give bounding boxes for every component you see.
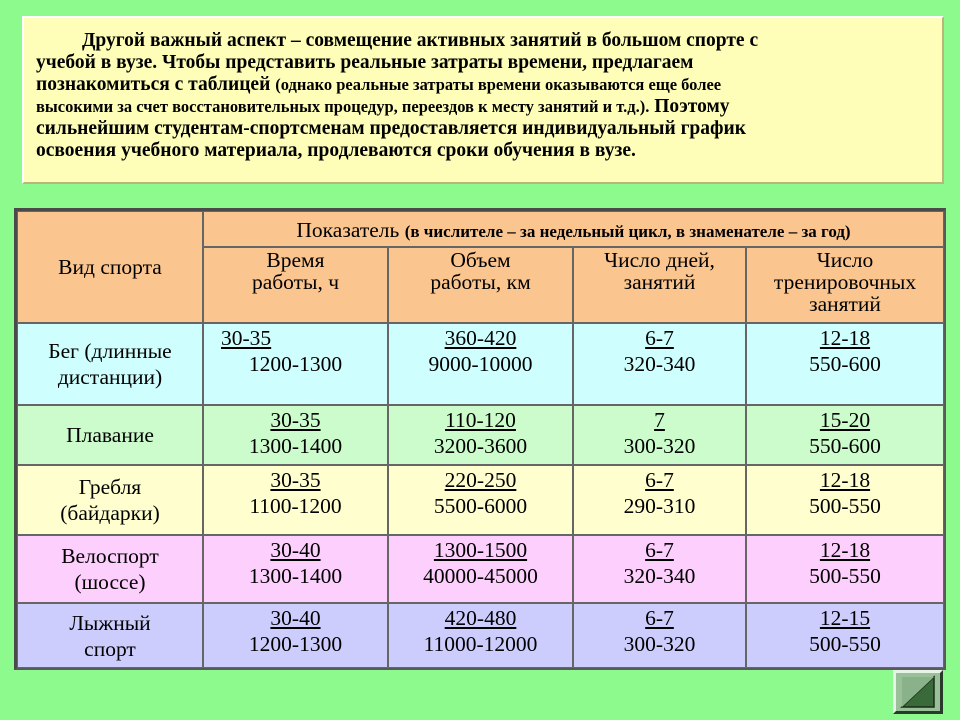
cell-denominator: 11000-12000 xyxy=(423,632,538,656)
cell-numerator: 30-40 xyxy=(270,538,321,562)
row-swimming-days xyxy=(573,405,746,465)
intro-line-6: освоения учебного материала, продлеваются сроки обучения в вузе. xyxy=(36,140,636,161)
cell-numerator: 30-35 xyxy=(270,408,321,432)
row-swimming-sessions xyxy=(746,405,944,465)
cell-numerator: 420-480 xyxy=(444,606,517,630)
sport-name-line1: Бег (длинные xyxy=(48,339,172,363)
intro-text-box xyxy=(22,16,944,184)
cell-numerator: 30-35 xyxy=(221,326,272,350)
cell-numerator: 12-18 xyxy=(819,468,871,492)
cell-denominator: 9000-10000 xyxy=(428,352,533,376)
row-cycling-volume xyxy=(388,535,573,603)
cell-denominator: 1100-1200 xyxy=(249,494,342,518)
header-sport xyxy=(17,211,203,323)
header-indicator-label: Показатель xyxy=(296,218,405,242)
row-rowing-sessions xyxy=(746,465,944,535)
cell-numerator: 15-20 xyxy=(819,408,871,432)
sport-name-line1: Плавание xyxy=(66,423,154,447)
cell-denominator: 3200-3600 xyxy=(433,434,528,458)
row-skiing-sport xyxy=(17,603,203,668)
cell-denominator: 300-320 xyxy=(623,434,696,458)
intro-line-1: Другой важный аспект – совмещение активных занятий в большом спорте с xyxy=(82,30,759,51)
sport-name-line1: Лыжный xyxy=(69,610,151,635)
cell-numerator: 6-7 xyxy=(645,606,674,630)
row-cycling-days xyxy=(573,535,746,603)
cell-numerator: 6-7 xyxy=(645,538,674,562)
cell-denominator: 1300-1400 xyxy=(248,434,343,458)
cell-denominator: 500-550 xyxy=(809,564,881,588)
back-button[interactable] xyxy=(893,670,943,714)
row-rowing-time xyxy=(203,465,388,535)
sport-name-line2: спорт xyxy=(84,636,136,661)
cell-numerator: 360-420 xyxy=(444,326,517,350)
cell-numerator: 110-120 xyxy=(445,408,516,432)
cell-numerator: 220-250 xyxy=(444,468,517,492)
cell-numerator: 6-7 xyxy=(645,326,674,350)
row-skiing-time xyxy=(203,603,388,668)
row-swimming-time xyxy=(203,405,388,465)
header-col-volume-line2: работы, км xyxy=(430,270,531,294)
sport-name-line2: (байдарки) xyxy=(60,501,160,525)
row-rowing-volume xyxy=(388,465,573,535)
intro-paragraph xyxy=(36,30,924,162)
row-cycling-sport xyxy=(17,535,203,603)
cell-denominator: 1300-1400 xyxy=(248,564,343,588)
header-col-sessions xyxy=(746,247,944,323)
cell-numerator: 1300-1500 xyxy=(433,538,528,562)
row-running-sessions xyxy=(746,323,944,405)
cell-numerator: 30-40 xyxy=(270,606,321,630)
back-arrow-icon xyxy=(896,673,940,711)
cell-denominator: 40000-45000 xyxy=(423,564,538,588)
cell-denominator: 5500-6000 xyxy=(433,494,528,518)
row-running-days xyxy=(573,323,746,405)
sport-name-line2: (шоссе) xyxy=(74,570,146,594)
header-col-days-line2: занятий xyxy=(623,270,696,294)
header-col-volume-line1: Объем xyxy=(450,248,511,272)
intro-line-2: учебой в вузе. Чтобы представить реальные затраты времени, предлагаем xyxy=(36,52,694,73)
cell-numerator: 30-35 xyxy=(270,468,321,492)
row-swimming-volume xyxy=(388,405,573,465)
cell-denominator: 550-600 xyxy=(809,434,881,458)
cell-denominator: 500-550 xyxy=(809,494,881,518)
header-col-time-line2: работы, ч xyxy=(251,270,340,294)
intro-line-3b: (однако реальные затраты времени оказываются еще более xyxy=(275,75,722,94)
row-rowing-sport xyxy=(17,465,203,535)
cell-denominator: 320-340 xyxy=(623,352,696,376)
cell-numerator: 7 xyxy=(654,408,665,432)
header-col-sessions-line3: занятий xyxy=(809,292,881,316)
header-col-days-line1: Число дней, xyxy=(604,248,715,272)
row-skiing-sessions xyxy=(746,603,944,668)
row-rowing-days xyxy=(573,465,746,535)
row-running-volume xyxy=(388,323,573,405)
row-cycling-sessions xyxy=(746,535,944,603)
row-cycling-time xyxy=(203,535,388,603)
header-col-time xyxy=(203,247,388,323)
row-running-time xyxy=(203,323,388,405)
intro-line-4b: Поэтому xyxy=(649,96,730,117)
cell-numerator: 12-18 xyxy=(819,538,871,562)
row-running-sport xyxy=(17,323,203,405)
cell-denominator: 300-320 xyxy=(623,632,696,656)
cell-denominator: 320-340 xyxy=(623,564,696,588)
sport-name-line2: дистанции) xyxy=(57,365,163,389)
cell-denominator: 290-310 xyxy=(623,494,696,518)
sport-name-line1: Велоспорт xyxy=(61,544,159,568)
row-skiing-days xyxy=(573,603,746,668)
intro-line-5: сильнейшим студентам-спортсменам предоставляется индивидуальный график xyxy=(36,118,746,139)
cell-denominator: 1200-1300 xyxy=(248,632,343,656)
header-sport-label: Вид спорта xyxy=(58,255,162,279)
header-col-sessions-line1: Число xyxy=(816,248,874,272)
header-indicator xyxy=(203,211,944,247)
cell-denominator: 500-550 xyxy=(809,632,881,656)
sports-time-table xyxy=(14,208,946,670)
header-col-sessions-line2: тренировочных xyxy=(773,270,917,294)
intro-line-3a: познакомиться с таблицей xyxy=(36,74,276,95)
sport-name-line1: Гребля xyxy=(78,475,142,499)
cell-numerator: 12-15 xyxy=(819,606,871,630)
row-swimming-sport xyxy=(17,405,203,465)
header-col-time-line1: Время xyxy=(266,248,325,272)
header-col-volume xyxy=(388,247,573,323)
row-skiing-volume xyxy=(388,603,573,668)
header-indicator-note: (в числителе – за недельный цикл, в знаменателе – за год) xyxy=(404,222,851,241)
header-col-days xyxy=(573,247,746,323)
cell-numerator: 12-18 xyxy=(819,326,871,350)
intro-line-4: высокими за счет восстановительных процедур, переездов к месту занятий и т.д.). xyxy=(36,97,650,116)
cell-denominator: 550-600 xyxy=(809,352,881,376)
cell-denominator: 1200-1300 xyxy=(248,352,343,376)
cell-numerator: 6-7 xyxy=(645,468,674,492)
